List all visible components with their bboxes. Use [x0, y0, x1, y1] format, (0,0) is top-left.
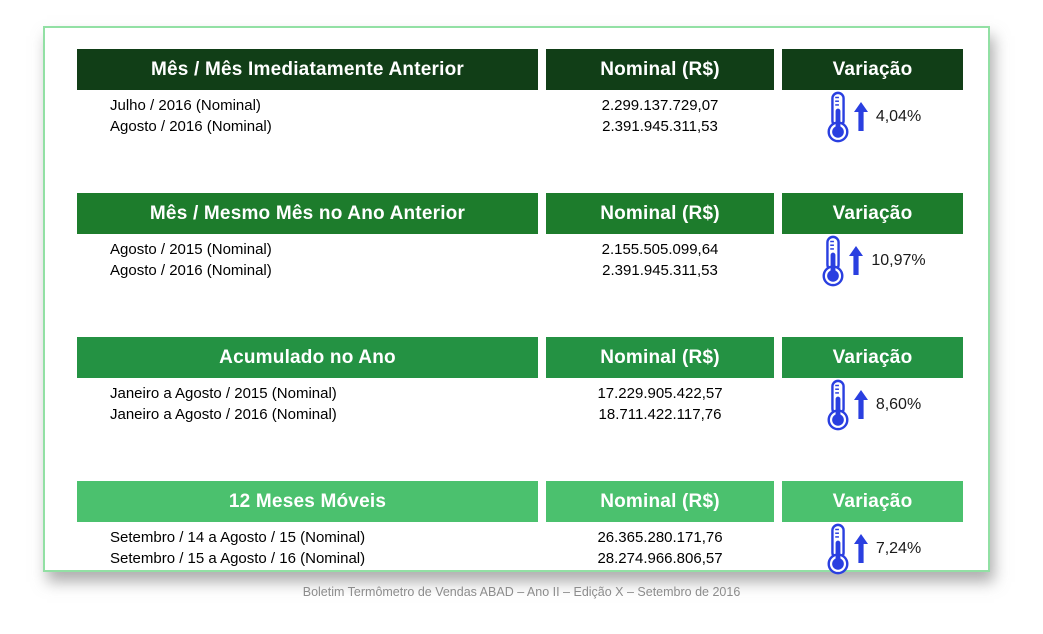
- period-label: Janeiro a Agosto / 2016 (Nominal): [110, 406, 337, 423]
- section-year-to-date: [77, 337, 963, 431]
- variation-indicator: [782, 523, 963, 575]
- section-data-row: [77, 527, 963, 575]
- variation-indicator: [782, 91, 963, 143]
- section-data-row: [77, 239, 963, 287]
- section-header-row: [77, 49, 963, 90]
- nominal-value: 18.711.422.117,76: [598, 406, 722, 423]
- thermometer-icon: [819, 235, 847, 287]
- section-data-row: [77, 95, 963, 143]
- section-data-row: [77, 383, 963, 431]
- period-label: Agosto / 2015 (Nominal): [110, 241, 272, 258]
- variation-column-header: Variação: [782, 193, 963, 234]
- nominal-column-header: Nominal (R$): [546, 481, 774, 522]
- section-header-row: [77, 337, 963, 378]
- thermometer-icon: [824, 91, 852, 143]
- nominal-value: 26.365.280.171,76: [597, 529, 723, 546]
- section-title: Mês / Mesmo Mês no Ano Anterior: [77, 193, 538, 234]
- up-arrow-icon: [854, 534, 868, 564]
- thermometer-icon: [824, 379, 852, 431]
- up-arrow-icon: [849, 246, 863, 276]
- period-label: Janeiro a Agosto / 2015 (Nominal): [110, 385, 337, 402]
- nominal-value: 2.391.945.311,53: [602, 262, 718, 279]
- variation-column-header: Variação: [782, 337, 963, 378]
- bulletin-caption: Boletim Termômetro de Vendas ABAD – Ano II – Edição X – Setembro de 2016: [302, 585, 741, 599]
- variation-value: 10,97%: [871, 252, 926, 269]
- period-label: Agosto / 2016 (Nominal): [110, 262, 272, 279]
- period-labels: [77, 383, 538, 431]
- nominal-value: 2.155.505.099,64: [601, 241, 719, 258]
- section-header-row: [77, 481, 963, 522]
- section-title: 12 Meses Móveis: [77, 481, 538, 522]
- section-header-row: [77, 193, 963, 234]
- section-12-month-rolling: [77, 481, 963, 575]
- nominal-values: [546, 95, 774, 143]
- period-labels: [77, 527, 538, 575]
- period-labels: [77, 95, 538, 143]
- nominal-column-header: Nominal (R$): [546, 193, 774, 234]
- variation-value: 4,04%: [875, 108, 922, 125]
- nominal-column-header: Nominal (R$): [546, 49, 774, 90]
- nominal-value: 2.391.945.311,53: [602, 118, 718, 135]
- up-arrow-icon: [854, 390, 868, 420]
- up-arrow-icon: [854, 102, 868, 132]
- nominal-column-header: Nominal (R$): [546, 337, 774, 378]
- period-label: Setembro / 14 a Agosto / 15 (Nominal): [110, 529, 366, 546]
- report-card: [43, 26, 990, 572]
- period-label: Julho / 2016 (Nominal): [110, 97, 261, 114]
- period-label: Agosto / 2016 (Nominal): [110, 118, 272, 135]
- nominal-value: 2.299.137.729,07: [601, 97, 719, 114]
- nominal-value: 28.274.966.806,57: [597, 550, 723, 567]
- variation-indicator: [782, 235, 963, 287]
- nominal-values: [546, 239, 774, 287]
- nominal-values: [546, 383, 774, 431]
- period-label: Setembro / 15 a Agosto / 16 (Nominal): [110, 550, 366, 567]
- section-title: Mês / Mês Imediatamente Anterior: [77, 49, 538, 90]
- period-labels: [77, 239, 538, 287]
- nominal-values: [546, 527, 774, 575]
- variation-value: 7,24%: [875, 540, 922, 557]
- section-title: Acumulado no Ano: [77, 337, 538, 378]
- variation-indicator: [782, 379, 963, 431]
- nominal-value: 17.229.905.422,57: [597, 385, 723, 402]
- section-month-vs-same-month-prior-year: [77, 193, 963, 287]
- thermometer-icon: [824, 523, 852, 575]
- section-month-vs-previous-month: [77, 49, 963, 143]
- variation-value: 8,60%: [875, 396, 922, 413]
- variation-column-header: Variação: [782, 481, 963, 522]
- variation-column-header: Variação: [782, 49, 963, 90]
